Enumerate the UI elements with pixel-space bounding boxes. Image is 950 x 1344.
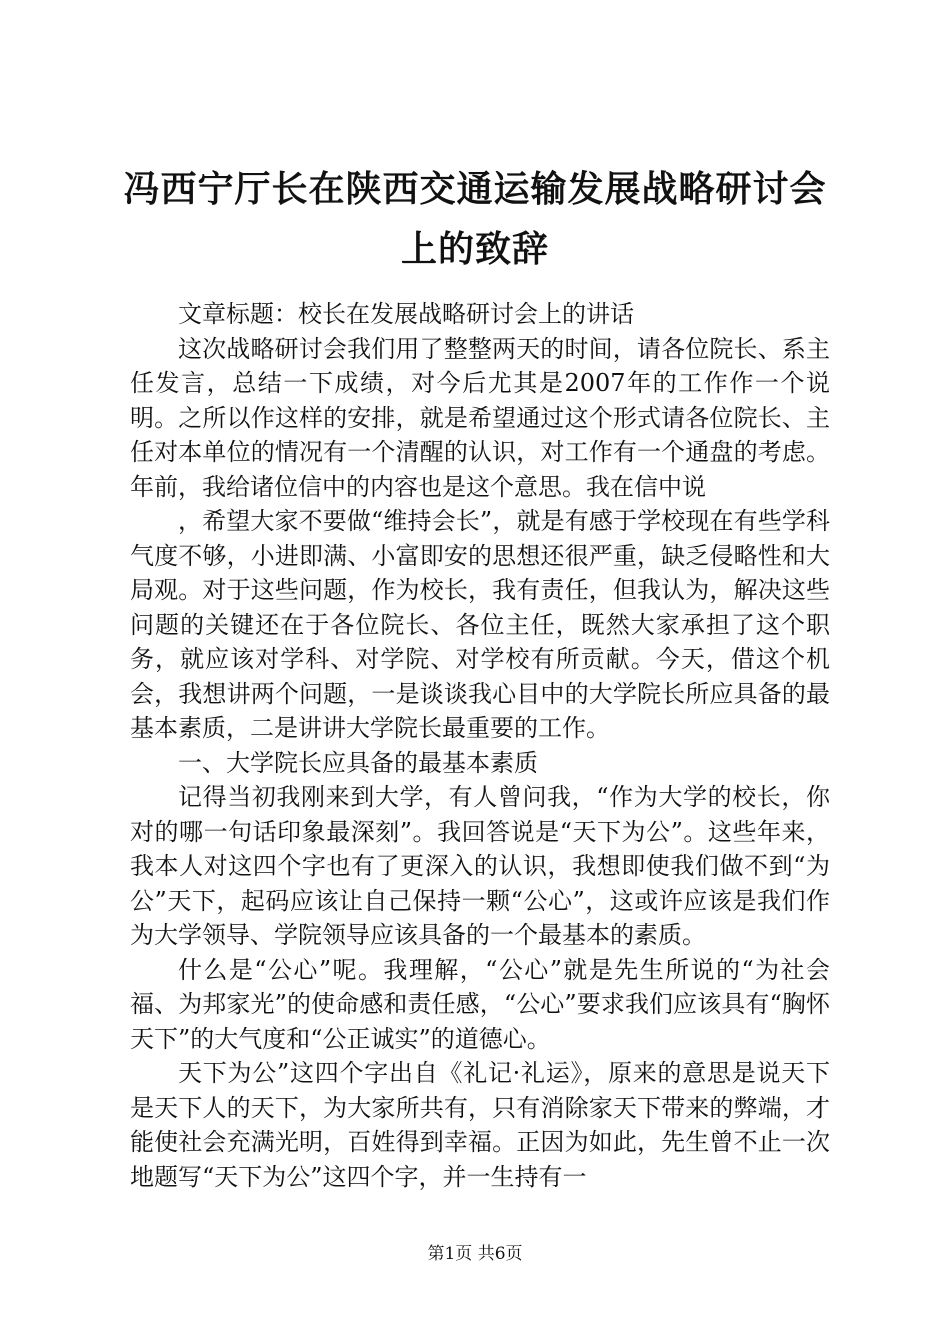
- paragraph-intro: 这次战略研讨会我们用了整整两天的时间，请各位院长、系主任发言，总结一下成绩，对今后尤其是2007年的工作作一个说明。之所以作这样的安排，就是希望通过这个形式请各位院长、主任对本单位的情况有一个清醒的认识，对工作有一个通盘的考虑。年前，我给诸位信中的内容也是这个意思。我在信中说: [130, 334, 830, 501]
- page-footer: 第1页 共6页: [427, 1244, 523, 1264]
- document-body: [130, 297, 830, 1194]
- paragraph-article-title: 文章标题：校长在发展战略研讨会上的讲话: [178, 300, 634, 328]
- paragraph-liji: 天下为公”这四个字出自《礼记·礼运》，原来的意思是说天下是天下人的天下，为大家所共有，只有消除家天下带来的弊端，才能使社会充满光明，百姓得到幸福。正因为如此，先生曾不止一次地题写“天下为公”这四个字，并一生持有一: [130, 1059, 830, 1191]
- paragraph-tianxia-weigong: 记得当初我刚来到大学，有人曾问我，“作为大学的校长，你对的哪一句话印象最深刻”。我回答说是“天下为公”。这些年来，我本人对这四个字也有了更深入的认识，我想即使我们做不到“为公”天下，起码应该让自己保持一颗“公心”，这或许应该是我们作为大学领导、学院领导应该具备的一个最基本的素质。: [130, 783, 830, 949]
- paragraph-gongxin: 什么是“公心”呢。我理解，“公心”就是先生所说的“为社会福、为邦家光”的使命感和责任感，“公心”要求我们应该具有“胸怀天下”的大气度和“公正诚实”的道德心。: [130, 955, 830, 1053]
- section-heading-1: 一、大学院长应具备的最基本素质: [178, 748, 538, 777]
- paragraph-letter-content: ，希望大家不要做“维持会长”，就是有感于学校现在有些学科气度不够，小进即满、小富即安的思想还很严重，缺乏侵略性和大局观。对于这些问题，作为校长，我有责任，但我认为，解决这些问题的关键还在于各位院长、各位主任，既然大家承担了这个职务，就应该对学科、对学院、对学校有所贡献。今天，借这个机会，我想讲两个问题，一是谈谈我心目中的大学院长所应具备的最基本素质，二是讲讲大学院长最重要的工作。: [130, 507, 830, 742]
- document-title: 冯西宁厅长在陕西交通运输发展战略研讨会上的致辞: [123, 169, 827, 270]
